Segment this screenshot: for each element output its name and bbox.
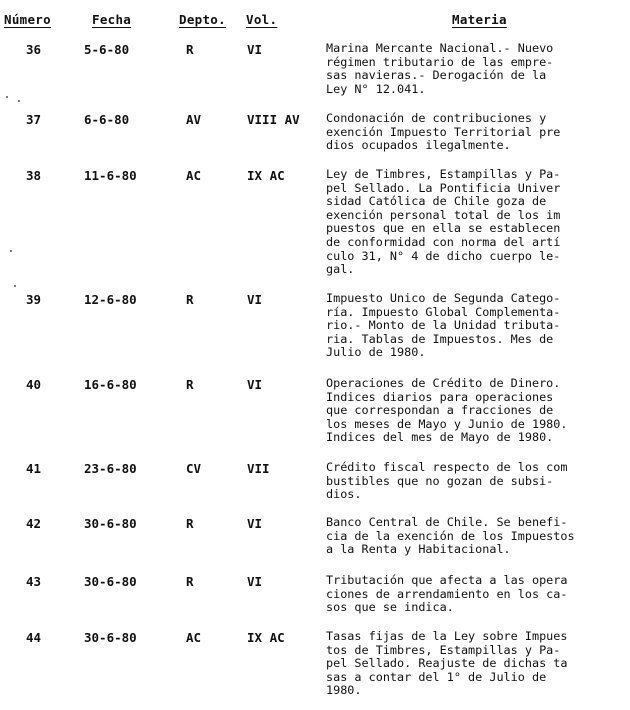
row-vol: VI <box>247 377 263 392</box>
row-materia: Ley de Timbres, Estampillas y Pa- pel Sellado. La Pontificia Univer sidad Católica de Chile goza de exención personal total de los im puestos que en ella se establecen de conformidad con norma del artí culo 31, N° 4 de dicho cuerpo le- gal. <box>326 167 561 277</box>
row-numero: 40 <box>26 377 42 392</box>
header-materia: Materia <box>452 12 507 27</box>
row-numero: 38 <box>26 168 42 183</box>
row-numero: 43 <box>26 574 42 589</box>
row-materia: Tasas fijas de la Ley sobre Impues tos de Timbres, Estampillas y Pa- pel Sellado. Reajuste de dichas ta sas a contar del 1° de Julio de 1980. <box>326 629 568 698</box>
row-vol: VI <box>247 292 263 307</box>
scan-speck <box>10 250 12 252</box>
row-depto: AC <box>186 630 202 645</box>
row-vol: VIII AV <box>247 112 300 127</box>
row-depto: AV <box>186 112 202 127</box>
row-fecha: 11-6-80 <box>84 168 137 183</box>
row-fecha: 6-6-80 <box>84 112 130 127</box>
row-numero: 41 <box>26 461 42 476</box>
row-fecha: 16-6-80 <box>84 377 137 392</box>
header-fecha: Fecha <box>92 12 132 27</box>
row-materia: Banco Central de Chile. Se benefi- cia de la exención de los Impuestos a la Renta y Habitacional. <box>326 515 575 557</box>
row-materia: Marina Mercante Nacional.- Nuevo régimen tributario de las empre- sas navieras.- Derogación de la Ley N° 12.041. <box>326 41 554 96</box>
row-fecha: 30-6-80 <box>84 516 137 531</box>
row-fecha: 30-6-80 <box>84 630 137 645</box>
row-vol: VI <box>247 516 263 531</box>
row-numero: 42 <box>26 516 42 531</box>
row-vol: VI <box>247 42 263 57</box>
scan-speck <box>14 285 16 287</box>
scan-speck <box>18 100 20 102</box>
row-materia: Crédito fiscal respecto de los com bustibles que no gozan de subsi- dios. <box>326 460 568 502</box>
row-vol: VII <box>247 461 270 476</box>
row-numero: 44 <box>26 630 42 645</box>
row-vol: IX AC <box>247 630 285 645</box>
row-depto: AC <box>186 168 202 183</box>
row-numero: 36 <box>26 42 42 57</box>
header-vol: Vol. <box>246 12 278 27</box>
row-materia: Impuesto Unico de Segunda Catego- ría. Impuesto Global Complementa- rio.- Monto de la Unidad tributa- ria. Tablas de Impuestos. Mes de Julio de 1980. <box>326 291 561 360</box>
row-materia: Condonación de contribuciones y exención Impuesto Territorial pre dios ocupados ilegalmente. <box>326 111 561 153</box>
row-fecha: 12-6-80 <box>84 292 137 307</box>
row-numero: 39 <box>26 292 42 307</box>
row-depto: R <box>186 516 194 531</box>
header-numero: Número <box>4 12 51 27</box>
row-fecha: 5-6-80 <box>84 42 130 57</box>
header-depto: Depto. <box>179 12 226 27</box>
row-materia: Tributación que afecta a las opera ciones de arrendamiento en los ca- sos que se indica. <box>326 573 568 615</box>
row-depto: R <box>186 574 194 589</box>
row-fecha: 23-6-80 <box>84 461 137 476</box>
scan-speck <box>6 96 8 98</box>
row-vol: IX AC <box>247 168 285 183</box>
row-materia: Operaciones de Crédito de Dinero. Indices diarios para operaciones que correspondan a fracciones de los meses de Mayo y Junio de 1980. Indices del mes de Mayo de 1980. <box>326 376 568 445</box>
row-vol: VI <box>247 574 263 589</box>
row-fecha: 30-6-80 <box>84 574 137 589</box>
row-numero: 37 <box>26 112 42 127</box>
row-depto: R <box>186 42 194 57</box>
row-depto: R <box>186 377 194 392</box>
row-depto: R <box>186 292 194 307</box>
row-depto: CV <box>186 461 202 476</box>
